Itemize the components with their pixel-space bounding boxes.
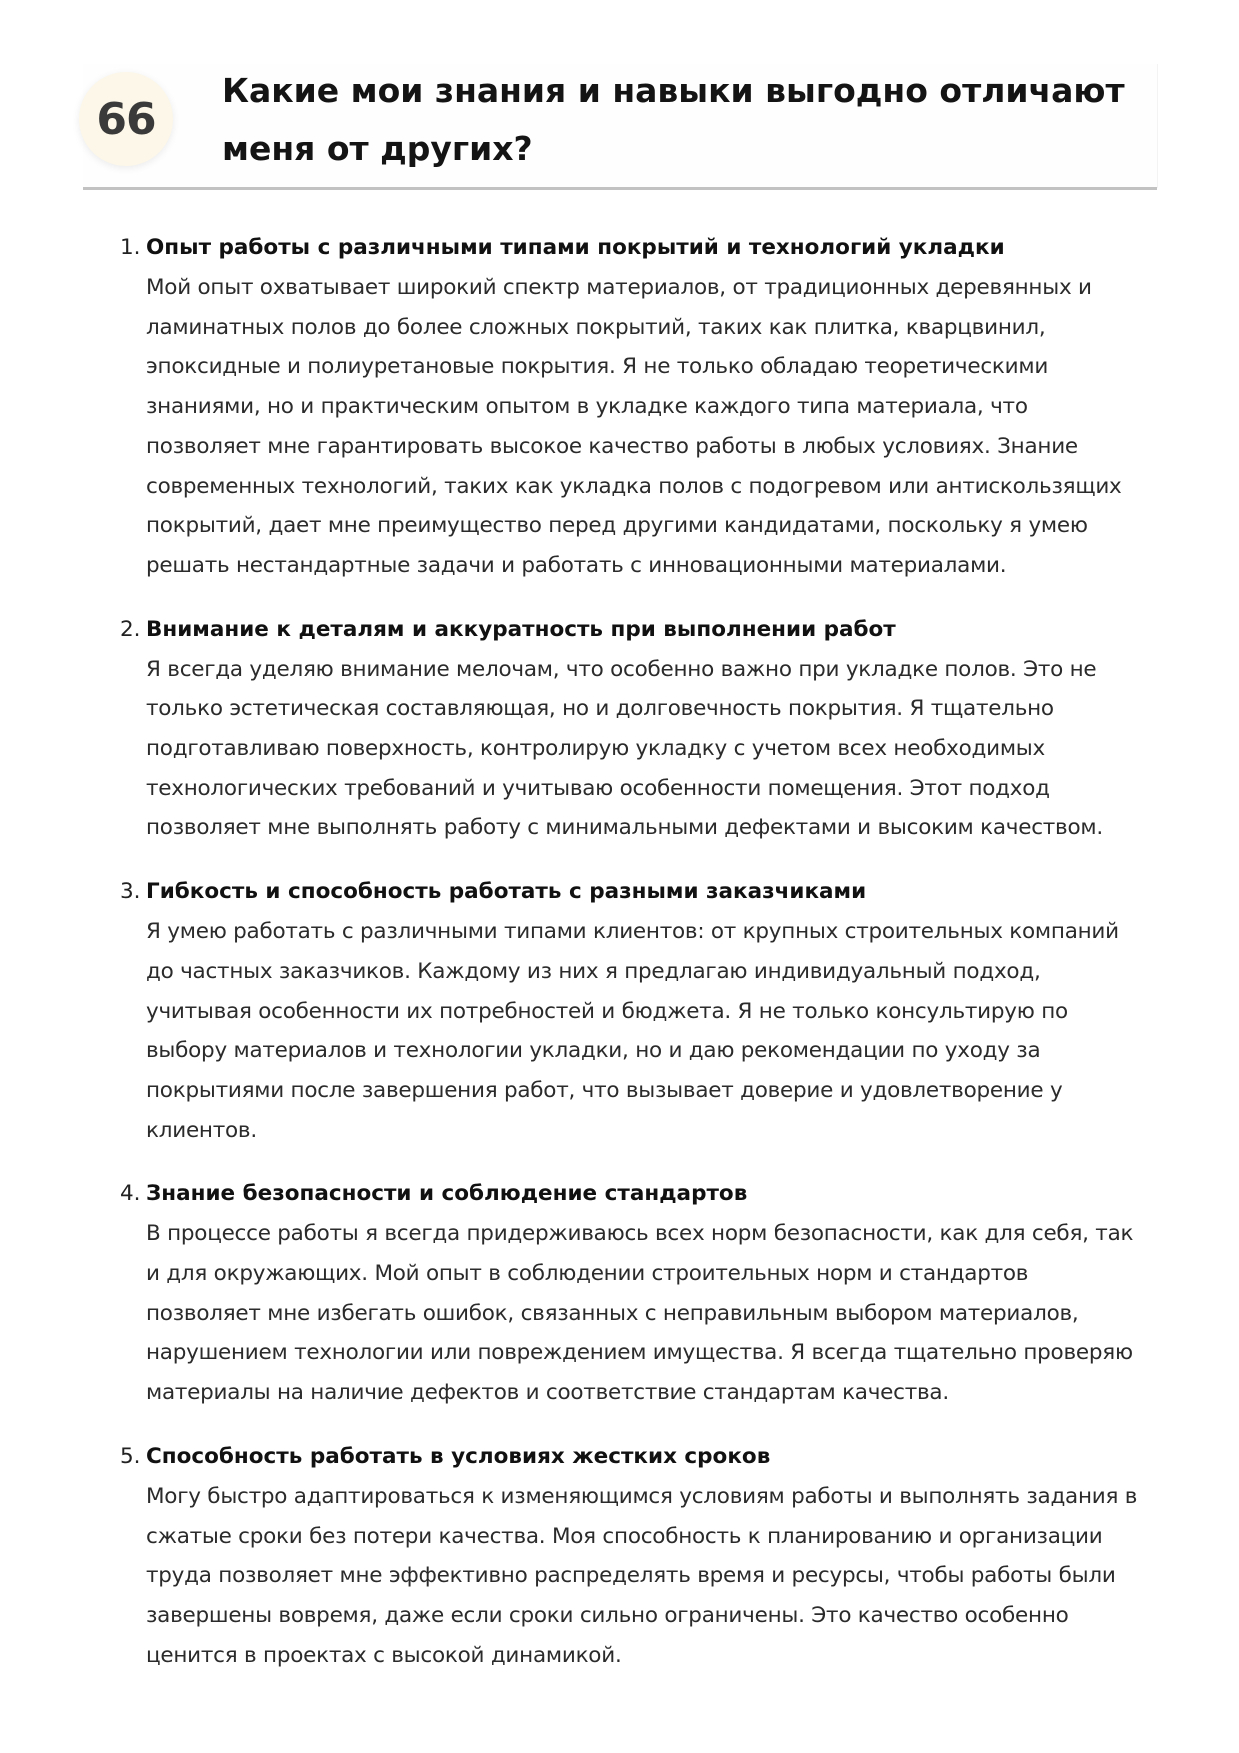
item-number: 1. [120, 235, 141, 260]
question-number: 66 [96, 93, 156, 145]
item-number: 4. [120, 1181, 141, 1207]
list-item [0, 1174, 1146, 1413]
item-title: Гибкость и способность работать с разными заказчиками [146, 879, 867, 905]
item-number: 5. [120, 1443, 141, 1469]
question-number-badge [79, 72, 173, 166]
item-body: В процессе работы я всегда придерживаюсь всех норм безопасности, как для себя, так и для окружающих. Мой опыт в соблюдении строительных норм и стандартов позволяет мне избегать ошибок, связанных с неправильным выбором материалов, нарушением технологии или повреждением имущества. Я всегда тщательно проверяю материалы на наличие дефектов и соответствие стандартам качества. [146, 1221, 1134, 1406]
header-divider [83, 187, 1157, 190]
list-item [0, 872, 1146, 1150]
item-title: Внимание к деталям и аккуратность при выполнении работ [146, 616, 896, 642]
list-item [0, 228, 1146, 586]
item-title: Способность работать в условиях жестких сроков [146, 1443, 771, 1469]
page-title: Какие мои знания и навыки выгодно отличают меня от других? [222, 71, 1125, 168]
list-item [0, 1437, 1146, 1676]
skills-list [0, 228, 1239, 1699]
item-body: Могу быстро адаптироваться к изменяющимся условиям работы и выполнять задания в сжатые сроки без потери качества. Моя способность к планированию и организации труда позволяет мне эффективно распределять время и ресурсы, чтобы работы были завершены вовремя, даже если сроки сильно ограничены. Это качество особенно ценится в проектах с высокой динамикой. [146, 1483, 1138, 1668]
item-number: 3. [120, 879, 141, 905]
list-item [0, 610, 1146, 849]
item-body: Я всегда уделяю внимание мелочам, что особенно важно при укладке полов. Это не только эстетическая составляющая, но и долговечность покрытия. Я тщательно подготавливаю поверхность, контролирую укладку с учетом всех необходимых технологических требований и учитываю особенности помещения. Этот подход позволяет мне выполнять работу с минимальными дефектами и высоким качеством. [146, 656, 1103, 841]
item-body: Я умею работать с различными типами клиентов: от крупных строительных компаний до частных заказчиков. Каждому из них я предлагаю индивидуальный подход, учитывая особенности их потребностей и бюджета. Я не только консультирую по выбору материалов и технологии укладки, но и даю рекомендации по уходу за покрытиями после завершения работ, что вызывает доверие и удовлетворение у клиентов. [146, 919, 1119, 1143]
item-title: Опыт работы с различными типами покрытий и технологий укладки [146, 235, 1005, 260]
item-number: 2. [120, 616, 141, 642]
item-body: Мой опыт охватывает широкий спектр материалов, от традиционных деревянных и ламинатных полов до более сложных покрытий, таких как плитка, кварцвинил, эпоксидные и полиуретановые покрытия. Я не только обладаю теоретическими знаниями, но и практическим опытом в укладке каждого типа материала, что позволяет мне гарантировать высокое качество работы в любых условиях. Знание современных технологий, таких как укладка полов с подогревом или антискользящих покрытий, дает мне преимущество перед другими кандидатами, поскольку я умею решать нестандартные задачи и работать с инновационными материалами. [146, 275, 1122, 578]
item-title: Знание безопасности и соблюдение стандартов [146, 1181, 748, 1207]
